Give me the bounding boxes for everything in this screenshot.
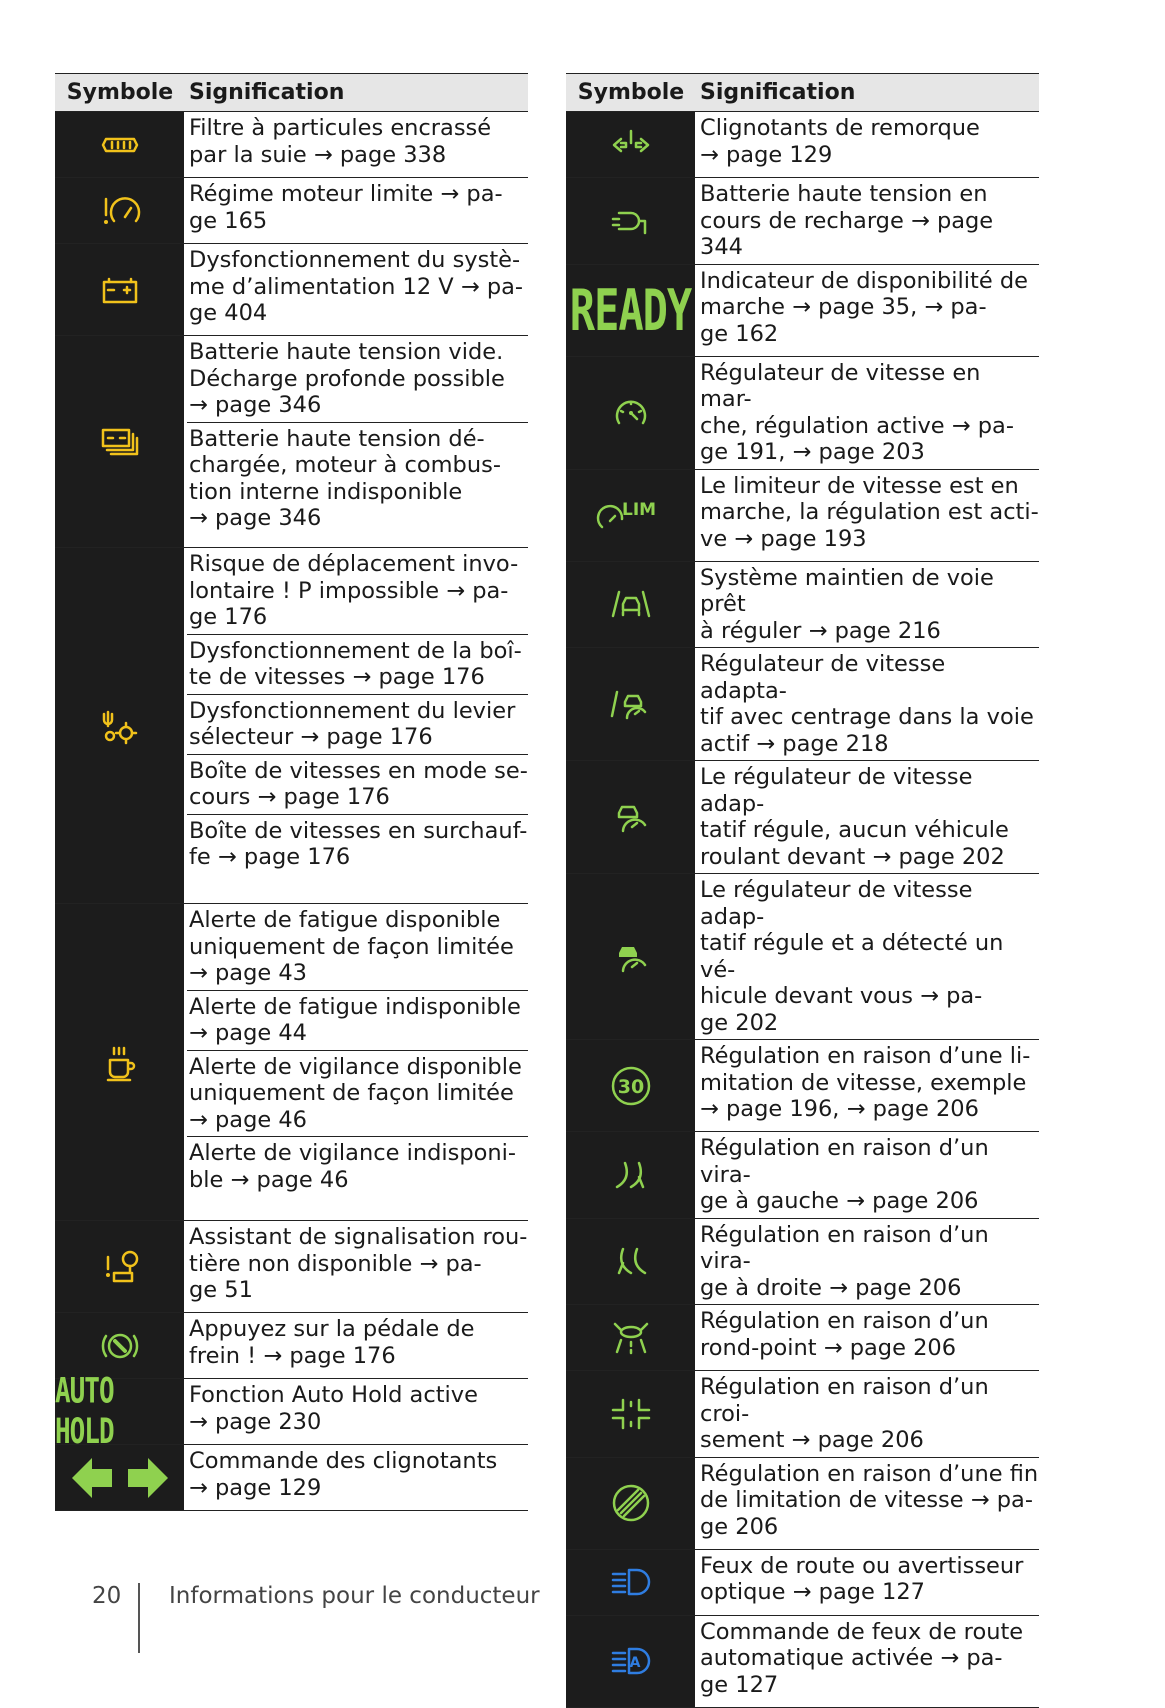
- meaning-text: Fonction Auto Hold active → page 230: [189, 1382, 478, 1435]
- table-row: [55, 112, 528, 178]
- symbol-cell: [55, 1313, 187, 1378]
- symbol-cell: [566, 1371, 698, 1457]
- symbol-cell: [566, 1458, 698, 1549]
- svg-text:LIM: LIM: [621, 500, 656, 520]
- table-row: [566, 1458, 1039, 1550]
- adaptive-cruise-vehicle-detected-icon: [609, 937, 653, 977]
- particulate-filter-icon: [98, 125, 142, 165]
- table-row: [566, 1371, 1039, 1458]
- symbol-cell: [55, 904, 187, 1220]
- symbol-cell: [566, 1132, 698, 1218]
- svg-text:30: [617, 1076, 643, 1098]
- symbol-cell: [55, 1371, 187, 1452]
- symbol-cell: [55, 548, 187, 903]
- meaning-text: Dysfonctionnement de la boî- te de vitesses → page 176: [187, 635, 528, 695]
- footer-title: Informations pour le conducteur: [169, 1583, 540, 1609]
- symbol-cell: [55, 1445, 187, 1510]
- end-speed-limit-icon: [609, 1481, 653, 1525]
- table-row: [566, 761, 1039, 874]
- table-row: [55, 548, 528, 904]
- meaning-text: Commande des clignotants → page 129: [189, 1448, 498, 1501]
- table-row: [566, 178, 1039, 265]
- meaning-cell-group: [698, 1371, 1039, 1457]
- table-body: [566, 112, 1039, 1708]
- meaning-text: Régulateur de vitesse en mar- che, régulation active → pa- ge 191, → page 203: [700, 359, 1014, 465]
- roundabout-icon: [609, 1318, 653, 1358]
- meaning-text: Boîte de vitesses en surchauf- fe → page 176: [189, 817, 528, 870]
- meaning-cell-group: [187, 336, 528, 547]
- meaning-text: Commande de feux de route automatique activée → pa- ge 127: [700, 1618, 1024, 1698]
- meaning-cell-group: [698, 761, 1039, 873]
- battery-12v-icon: [98, 270, 142, 310]
- meaning-text: Filtre à particules encrassé par la suie → page 338: [189, 115, 492, 168]
- brake-pedal-icon: [98, 1326, 142, 1366]
- symbol-cell: [55, 178, 187, 243]
- meaning-text: Appuyez sur la pédale de frein ! → page 176: [189, 1316, 475, 1369]
- hv-battery-charging-icon: [609, 201, 653, 241]
- turn-signals-icon: [70, 1455, 170, 1501]
- table-row: [566, 1132, 1039, 1219]
- meaning-cell-group: [698, 1040, 1039, 1131]
- meaning-cell-group: [698, 1132, 1039, 1218]
- right-curve-icon: [609, 1241, 653, 1281]
- meaning-text: Système maintien de voie prêt à réguler → page 216: [700, 564, 994, 644]
- symbol-cell: [566, 265, 698, 356]
- table-body: [55, 112, 528, 1511]
- meaning-cell-group: [698, 1219, 1039, 1305]
- icon-label: READY: [569, 276, 692, 344]
- meaning-text: Régulation en raison d’une fin de limitation de vitesse → pa- ge 206: [700, 1460, 1039, 1540]
- traffic-sign-assist-icon: [98, 1247, 142, 1287]
- meaning-cell-group: [187, 548, 528, 903]
- meaning-text: Batterie haute tension en cours de recharge → page 344: [700, 181, 994, 260]
- meaning-cell-group: [698, 1305, 1039, 1370]
- meaning-text: Alerte de fatigue disponible uniquement de façon limitée → page 43: [187, 904, 528, 991]
- meaning-text: Alerte de vigilance indisponi- ble → page 46: [189, 1140, 517, 1193]
- table-row: [566, 1305, 1039, 1371]
- table-row: [566, 1040, 1039, 1132]
- meaning-text: Régulation en raison d’une li- mitation de vitesse, exemple → page 196, → page 206: [700, 1043, 1031, 1122]
- meaning-cell-group: [187, 1221, 528, 1312]
- meaning-cell-group: [187, 1313, 528, 1378]
- symbol-cell: [566, 761, 698, 873]
- ready-icon: [569, 276, 692, 344]
- page-footer: [0, 1583, 1165, 1653]
- symbol-cell: [566, 470, 698, 561]
- svg-text:A: A: [629, 1655, 640, 1671]
- coffee-cup-icon: [98, 1042, 142, 1082]
- lane-keeping-icon: [609, 584, 653, 624]
- symbol-cell: [566, 357, 698, 469]
- meaning-cell-group: [698, 470, 1039, 561]
- meaning-cell-group: [698, 562, 1039, 648]
- symbol-cell: [566, 1219, 698, 1305]
- meaning-cell-group: [187, 1445, 528, 1510]
- meaning-cell-group: [187, 112, 528, 177]
- speed-limiter-icon: [596, 495, 666, 535]
- icon-label: AUTO HOLD: [55, 1371, 114, 1452]
- page-number: 20: [92, 1583, 122, 1609]
- meaning-cell-group: [698, 1458, 1039, 1549]
- meaning-cell-group: [698, 178, 1039, 264]
- header-symbol: Symbole: [577, 80, 685, 105]
- table-header: [55, 73, 528, 112]
- table-row: [566, 648, 1039, 761]
- symbol-cell: [566, 648, 698, 760]
- table-row: [55, 178, 528, 244]
- meaning-cell-group: [698, 265, 1039, 356]
- meaning-text: Boîte de vitesses en mode se- cours → page 176: [187, 755, 528, 815]
- meaning-text: Régulation en raison d’un rond-point → page 206: [700, 1308, 989, 1361]
- symbol-cell: [566, 112, 698, 177]
- table-row: [55, 336, 528, 548]
- table-row: [566, 562, 1039, 649]
- meaning-text: Le régulateur de vitesse adap- tatif régule et a détecté un vé- hicule devant vous → pa- ge 202: [700, 877, 1004, 1036]
- table-row: [566, 1219, 1039, 1306]
- symbol-table-right: [566, 73, 1039, 1708]
- adaptive-cruise-lane-centering-icon: [609, 684, 653, 724]
- high-voltage-battery-icon: [98, 422, 142, 462]
- symbol-cell: [566, 178, 698, 264]
- meaning-text: Assistant de signalisation rou- tière non disponible → pa- ge 51: [189, 1224, 528, 1303]
- adaptive-cruise-no-vehicle-icon: [609, 797, 653, 837]
- table-row: [55, 904, 528, 1221]
- meaning-text: Clignotants de remorque → page 129: [700, 115, 980, 168]
- meaning-text: Indicateur de disponibilité de marche → page 35, → pa- ge 162: [700, 267, 1028, 347]
- speed-limit-30-icon: [609, 1064, 653, 1108]
- meaning-text: Le régulateur de vitesse adap- tatif régule, aucun véhicule roulant devant → page 202: [700, 764, 1009, 870]
- header-symbol: Symbole: [66, 80, 174, 105]
- meaning-text: Dysfonctionnement du levier sélecteur → page 176: [187, 695, 528, 755]
- table-row: [566, 470, 1039, 562]
- meaning-text: Régulation en raison d’un vira- ge à droite → page 206: [700, 1221, 989, 1301]
- table-row: [55, 1371, 528, 1452]
- table-header: [566, 73, 1039, 112]
- meaning-text: Régulation en raison d’un vira- ge à gauche → page 206: [700, 1135, 989, 1214]
- transmission-fault-icon: [98, 706, 142, 746]
- table-row: [566, 265, 1039, 357]
- meaning-cell-group: [698, 112, 1039, 177]
- footer-divider: [138, 1583, 140, 1653]
- symbol-cell: [566, 1305, 698, 1370]
- symbol-cell: [55, 1221, 187, 1312]
- symbol-cell: [566, 1040, 698, 1131]
- symbol-cell: [55, 112, 187, 177]
- symbol-cell: [55, 244, 187, 335]
- meaning-text: Batterie haute tension dé- chargée, moteur à combus- tion interne indisponible → page 346: [189, 425, 501, 531]
- meaning-text: Alerte de vigilance disponible uniquement de façon limitée → page 46: [187, 1051, 528, 1138]
- table-row: [55, 1445, 528, 1511]
- symbol-cell: [566, 562, 698, 648]
- meaning-cell-group: [187, 244, 528, 335]
- meaning-cell-group: [698, 874, 1039, 1039]
- meaning-cell-group: [187, 178, 528, 243]
- trailer-turn-signal-icon: [609, 125, 653, 165]
- meaning-text: Risque de déplacement invo- lontaire ! P impossible → pa- ge 176: [187, 548, 528, 635]
- meaning-text: Le limiteur de vitesse est en marche, la régulation est acti- ve → page 193: [700, 472, 1039, 552]
- meaning-text: Dysfonctionnement du systè- me d’alimentation 12 V → pa- ge 404: [189, 247, 524, 326]
- symbol-cell: [55, 336, 187, 547]
- left-curve-icon: [609, 1155, 653, 1195]
- table-row: [566, 357, 1039, 470]
- meaning-text: Régime moteur limite → pa- ge 165: [189, 181, 503, 234]
- symbol-cell: [566, 874, 698, 1039]
- meaning-text: Feux de route ou avertisseur optique → page 127: [700, 1552, 1024, 1605]
- meaning-text: Batterie haute tension vide. Décharge profonde possible → page 346: [187, 336, 528, 423]
- table-row: [55, 1313, 528, 1379]
- icon-label: 30: [617, 1075, 644, 1098]
- meaning-cell-group: [698, 357, 1039, 469]
- table-row: [55, 1221, 528, 1313]
- meaning-cell-group: [187, 1379, 528, 1444]
- symbol-table-left: [55, 73, 528, 1511]
- intersection-icon: [609, 1394, 653, 1434]
- meaning-text: Régulateur de vitesse adapta- tif avec centrage dans la voie actif → page 218: [700, 651, 1034, 757]
- meaning-cell-group: [187, 904, 528, 1220]
- auto-hold-icon: [55, 1371, 184, 1452]
- engine-rpm-limit-icon: [98, 191, 142, 231]
- table-row: [566, 874, 1039, 1040]
- table-row: [566, 112, 1039, 178]
- meaning-cell-group: [698, 648, 1039, 760]
- header-meaning: Signification: [189, 80, 345, 105]
- header-meaning: Signification: [700, 80, 856, 105]
- cruise-control-icon: [609, 393, 653, 433]
- meaning-text: Alerte de fatigue indisponible → page 44: [187, 991, 528, 1051]
- table-row: [55, 244, 528, 336]
- meaning-text: Régulation en raison d’un croi- sement → page 206: [700, 1374, 989, 1453]
